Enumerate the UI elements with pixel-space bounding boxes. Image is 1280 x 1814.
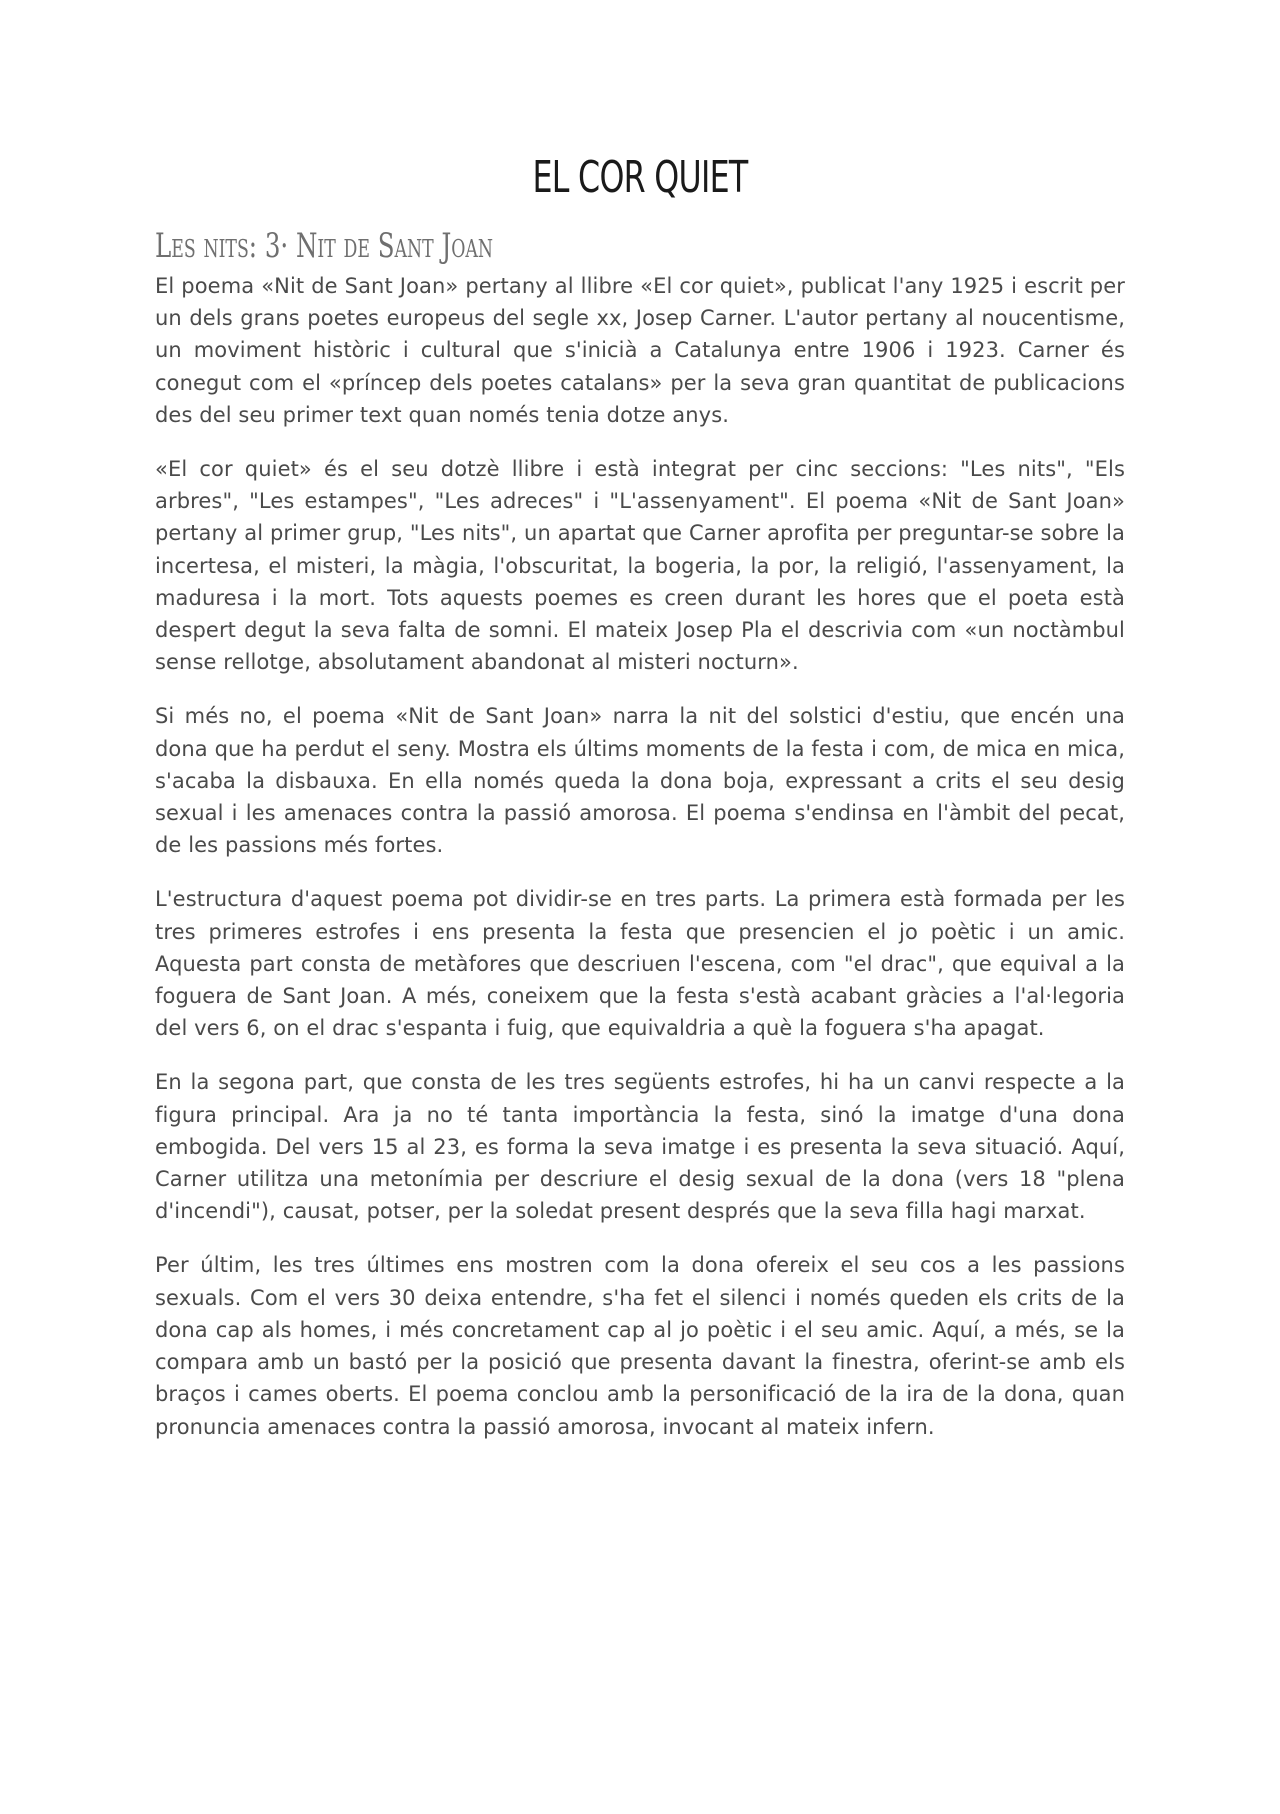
paragraph-2: «El cor quiet» és el seu dotzè llibre i està integrat per cinc seccions: "Les nits", "Els arbres", "Les estampes", "Les adreces" i "L'assenyament". El poema «Nit de Sant Joan» pertany al primer grup, "Les nits", un apartat que Carner aprofita per preguntar-se sobre la incertesa, el misteri, la màgia, l'obscuritat, la bogeria, la por, la religió, l'assenyament, la maduresa i la mort. Tots aquests poemes es creen durant les hores que el poeta està despert degut la seva falta de somni. El mateix Josep Pla el descrivia com «un noctàmbul sense rellotge, absolutament abandonat al misteri nocturn». (155, 457, 1125, 675)
paragraph-3: Si més no, el poema «Nit de Sant Joan» narra la nit del solstici d'estiu, que encén una dona que ha perdut el seny. Mostra els últims moments de la festa i com, de mica en mica, s'acaba la disbauxa. En ella només queda la dona boja, expressant a crits el seu desig sexual i les amenaces contra la passió amorosa. El poema s'endinsa en l'àmbit del pecat, de les passions més fortes. (155, 704, 1125, 858)
paragraph-5: En la segona part, que consta de les tres següents estrofes, hi ha un canvi respecte a la figura principal. Ara ja no té tanta importància la festa, sinó la imatge d'una dona embogida. Del vers 15 al 23, es forma la seva imatge i es presenta la seva situació. Aquí, Carner utilitza una metonímia per descriure el desig sexual de la dona (vers 18 "plena d'incendi"), causat, potser, per la soledat present després que la seva filla hagi marxat. (155, 1070, 1125, 1224)
document-body (155, 270, 1125, 1465)
page-title: EL COR QUIET (532, 152, 748, 203)
section-subtitle: Les nits: 3· Nit de Sant Joan (155, 226, 494, 266)
paragraph-6: Per últim, les tres últimes ens mostren com la dona ofereix el seu cos a les passions sexuals. Com el vers 30 deixa entendre, s'ha fet el silenci i només queden els crits de la dona cap als homes, i més concretament cap al jo poètic i el seu amic. Aquí, a més, se la compara amb un bastó per la posició que presenta davant la finestra, oferint-se amb els braços i cames oberts. El poema conclou amb la personificació de la ira de la dona, quan pronuncia amenaces contra la passió amorosa, invocant al mateix infern. (155, 1253, 1125, 1439)
paragraph-1: El poema «Nit de Sant Joan» pertany al llibre «El cor quiet», publicat l'any 1925 i escrit per un dels grans poetes europeus del segle xx, Josep Carner. L'autor pertany al noucentisme, un moviment històric i cultural que s'inicià a Catalunya entre 1906 i 1923. Carner és conegut com el «príncep dels poetes catalans» per la seva gran quantitat de publicacions des del seu primer text quan només tenia dotze anys. (155, 274, 1125, 427)
paragraph-4: L'estructura d'aquest poema pot dividir-se en tres parts. La primera està formada per les tres primeres estrofes i ens presenta la festa que presencien el jo poètic i un amic. Aquesta part consta de metàfores que descriuen l'escena, com "el drac", que equival a la foguera de Sant Joan. A més, coneixem que la festa s'està acabant gràcies a l'al·legoria del vers 6, on el drac s'espanta i fuig, que equivaldria a què la foguera s'ha apagat. (155, 887, 1125, 1041)
